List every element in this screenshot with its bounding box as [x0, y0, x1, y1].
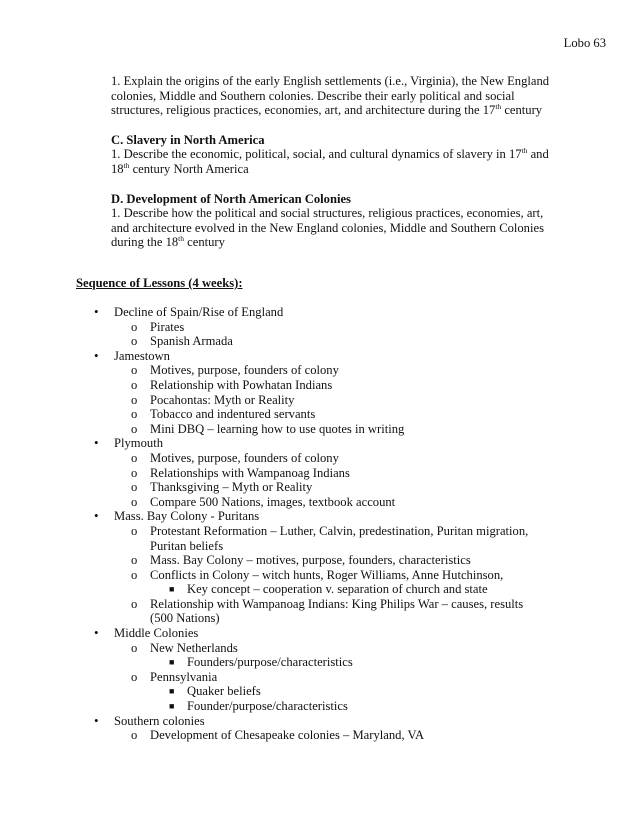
circle-bullet-icon: o: [131, 494, 138, 509]
circle-bullet-icon: o: [131, 319, 138, 334]
circle-bullet-icon: o: [131, 567, 138, 582]
lesson-item: [0, 597, 540, 626]
lesson-item: [0, 728, 540, 743]
lesson-text: Motives, purpose, founders of colony: [150, 363, 339, 378]
circle-bullet-icon: o: [131, 523, 138, 538]
circle-bullet-icon: o: [131, 450, 138, 465]
circle-bullet-icon: o: [131, 553, 138, 568]
lesson-item: [0, 568, 540, 583]
circle-bullet-icon: o: [131, 728, 138, 743]
lesson-text: Pocahontas: Myth or Reality: [150, 392, 295, 407]
bullet-icon: •: [94, 347, 99, 363]
lesson-text: Relationship with Wampanoag Indians: King Philips War – causes, results (500 Nations): [150, 596, 524, 626]
lesson-item: [0, 524, 540, 553]
lessons-list: [0, 305, 638, 743]
lesson-text: Founder/purpose/characteristics: [187, 699, 348, 714]
lesson-item: [0, 422, 540, 437]
square-bullet-icon: ■: [169, 686, 175, 697]
lesson-text: Mass. Bay Colony – motives, purpose, founders, characteristics: [150, 553, 471, 568]
lesson-item: [0, 582, 567, 597]
lesson-item: [0, 684, 567, 699]
lesson-item: [0, 641, 540, 656]
sequence-of-lessons-heading: Sequence of Lessons (4 weeks):: [76, 276, 243, 290]
lesson-text: Quaker beliefs: [187, 684, 261, 699]
lesson-item: [0, 509, 638, 524]
bullet-icon: •: [94, 508, 99, 524]
lesson-text: Relationship with Powhatan Indians: [150, 377, 333, 392]
square-bullet-icon: ■: [169, 701, 175, 712]
lesson-text: Key concept – cooperation v. separation of church and state: [187, 582, 488, 597]
lesson-item: [0, 714, 638, 729]
lesson-text: Plymouth: [114, 436, 163, 451]
objectives-section: [111, 74, 551, 250]
lesson-text: Motives, purpose, founders of colony: [150, 450, 339, 465]
lesson-text: Development of Chesapeake colonies – Maryland, VA: [150, 728, 425, 743]
lesson-text: Conflicts in Colony – witch hunts, Roger Williams, Anne Hutchinson,: [150, 567, 504, 582]
circle-bullet-icon: o: [131, 407, 138, 422]
lesson-item: [0, 334, 540, 349]
lesson-item: [0, 451, 540, 466]
lesson-item: [0, 699, 567, 714]
lesson-item: [0, 553, 540, 568]
lesson-item: [0, 393, 540, 408]
lesson-text: Southern colonies: [114, 713, 205, 728]
square-bullet-icon: ■: [169, 657, 175, 668]
lesson-item: [0, 655, 567, 670]
lesson-item: [0, 320, 540, 335]
lesson-text: Thanksgiving – Myth or Reality: [150, 480, 313, 495]
lesson-item: [0, 378, 540, 393]
circle-bullet-icon: o: [131, 480, 138, 495]
circle-bullet-icon: o: [131, 640, 138, 655]
lesson-item: [0, 626, 638, 641]
objective-b1: 1. Explain the origins of the early English settlements (i.e., Virginia), the New England colonies, Middle and Southern colonies. Describe their early political and social structures, religious practices, economies, art, and architecture during the 17th century: [111, 74, 550, 118]
lesson-text: Spanish Armada: [150, 334, 233, 349]
lesson-text: Mass. Bay Colony - Puritans: [114, 509, 260, 524]
bullet-icon: •: [94, 625, 99, 641]
lesson-item: [0, 436, 638, 451]
circle-bullet-icon: o: [131, 596, 138, 611]
bullet-icon: •: [94, 435, 99, 451]
circle-bullet-icon: o: [131, 669, 138, 684]
bullet-icon: •: [94, 712, 99, 728]
lesson-item: [0, 349, 638, 364]
bullet-icon: •: [94, 304, 99, 319]
objective-c1: 1. Describe the economic, political, social, and cultural dynamics of slavery in 17th and 18th century North America: [111, 146, 549, 176]
lesson-text: Pirates: [150, 319, 185, 334]
circle-bullet-icon: o: [131, 465, 138, 480]
lesson-item: [0, 466, 540, 481]
lesson-text: Pennsylvania: [150, 669, 218, 684]
objective-d1: 1. Describe how the political and social structures, religious practices, economies, art, and architecture evolved in the New England colonies, Middle and Southern Colonies during the 18th century: [111, 206, 544, 250]
section-c-heading: C. Slavery in North America: [111, 132, 265, 147]
circle-bullet-icon: o: [131, 377, 138, 392]
lesson-text: Decline of Spain/Rise of England: [114, 305, 284, 319]
lesson-text: Middle Colonies: [114, 626, 199, 641]
lesson-text: Mini DBQ – learning how to use quotes in writing: [150, 421, 405, 436]
circle-bullet-icon: o: [131, 392, 138, 407]
circle-bullet-icon: o: [131, 363, 138, 378]
lesson-item: [0, 495, 540, 510]
lesson-text: Founders/purpose/characteristics: [187, 655, 353, 670]
lesson-text: Protestant Reformation – Luther, Calvin, predestination, Puritan migration, Puritan beliefs: [150, 523, 529, 553]
lesson-item: [0, 480, 540, 495]
lesson-item: [0, 670, 540, 685]
lesson-text: Tobacco and indentured servants: [150, 407, 316, 422]
lesson-item: [0, 305, 638, 320]
lesson-text: Compare 500 Nations, images, textbook account: [150, 494, 396, 509]
lesson-text: Relationships with Wampanoag Indians: [150, 465, 350, 480]
lesson-item: [0, 363, 540, 378]
lesson-item: [0, 407, 540, 422]
section-d-heading: D. Development of North American Colonies: [111, 191, 351, 206]
circle-bullet-icon: o: [131, 421, 138, 436]
lesson-text: New Netherlands: [150, 640, 238, 655]
circle-bullet-icon: o: [131, 334, 138, 349]
page-header: Lobo 63: [563, 36, 606, 50]
lesson-text: Jamestown: [114, 348, 170, 363]
square-bullet-icon: ■: [169, 584, 175, 595]
